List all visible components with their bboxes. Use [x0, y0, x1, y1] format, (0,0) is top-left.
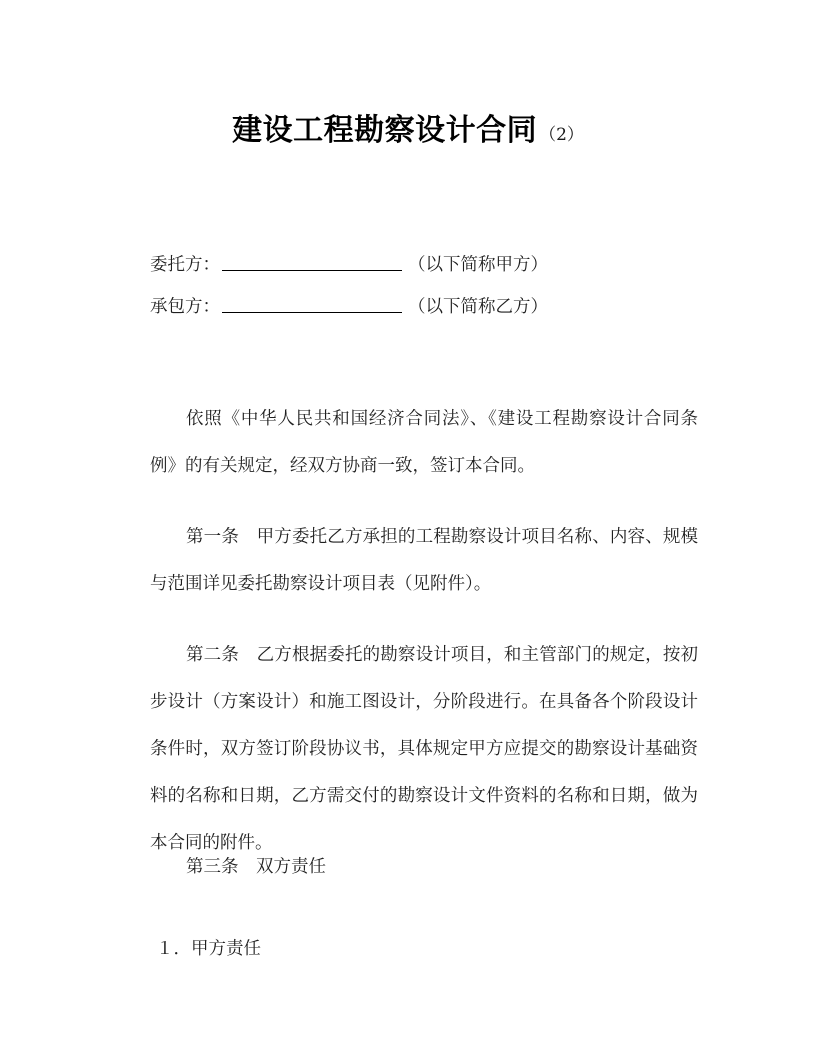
page-title-main: 建设工程勘察设计合同	[232, 113, 538, 149]
paragraph-article-1: 第一条 甲方委托乙方承担的工程勘察设计项目名称、内容、规模与范围详见委托勘察设计项目表（见附件）。	[150, 526, 698, 594]
party-row-entrusting	[150, 252, 710, 278]
party-row-contracting	[150, 294, 710, 320]
party-label-entrusting: 委托方：	[150, 255, 220, 275]
party-label-contracting: 承包方：	[150, 297, 220, 317]
party-note-entrusting: （以下简称甲方）	[408, 255, 548, 275]
paragraph-article-2: 第二条 乙方根据委托的勘察设计项目，和主管部门的规定，按初步设计（方案设计）和施工图设计，分阶段进行。在具备各个阶段设计条件时，双方签订阶段协议书，具体规定甲方应提交的勘察设计基础资料的名称和日期，乙方需交付的勘察设计文件资料的名称和日期，做为本合同的附件。	[150, 644, 698, 853]
paragraph-article-3: 第三条 双方责任	[186, 856, 326, 877]
paragraph-preamble: 依照《中华人民共和国经济合同法》、《建设工程勘察设计合同条例》的有关规定，经双方协商一致，签订本合同。	[150, 408, 698, 476]
page-title-suffix: （2）	[539, 125, 584, 146]
party-blank-contracting[interactable]	[222, 295, 402, 313]
party-note-contracting: （以下简称乙方）	[408, 297, 548, 317]
paragraph-item-1-party-a-duties: １．甲方责任	[156, 938, 261, 959]
page-title	[0, 113, 816, 149]
party-blank-entrusting[interactable]	[222, 253, 402, 271]
